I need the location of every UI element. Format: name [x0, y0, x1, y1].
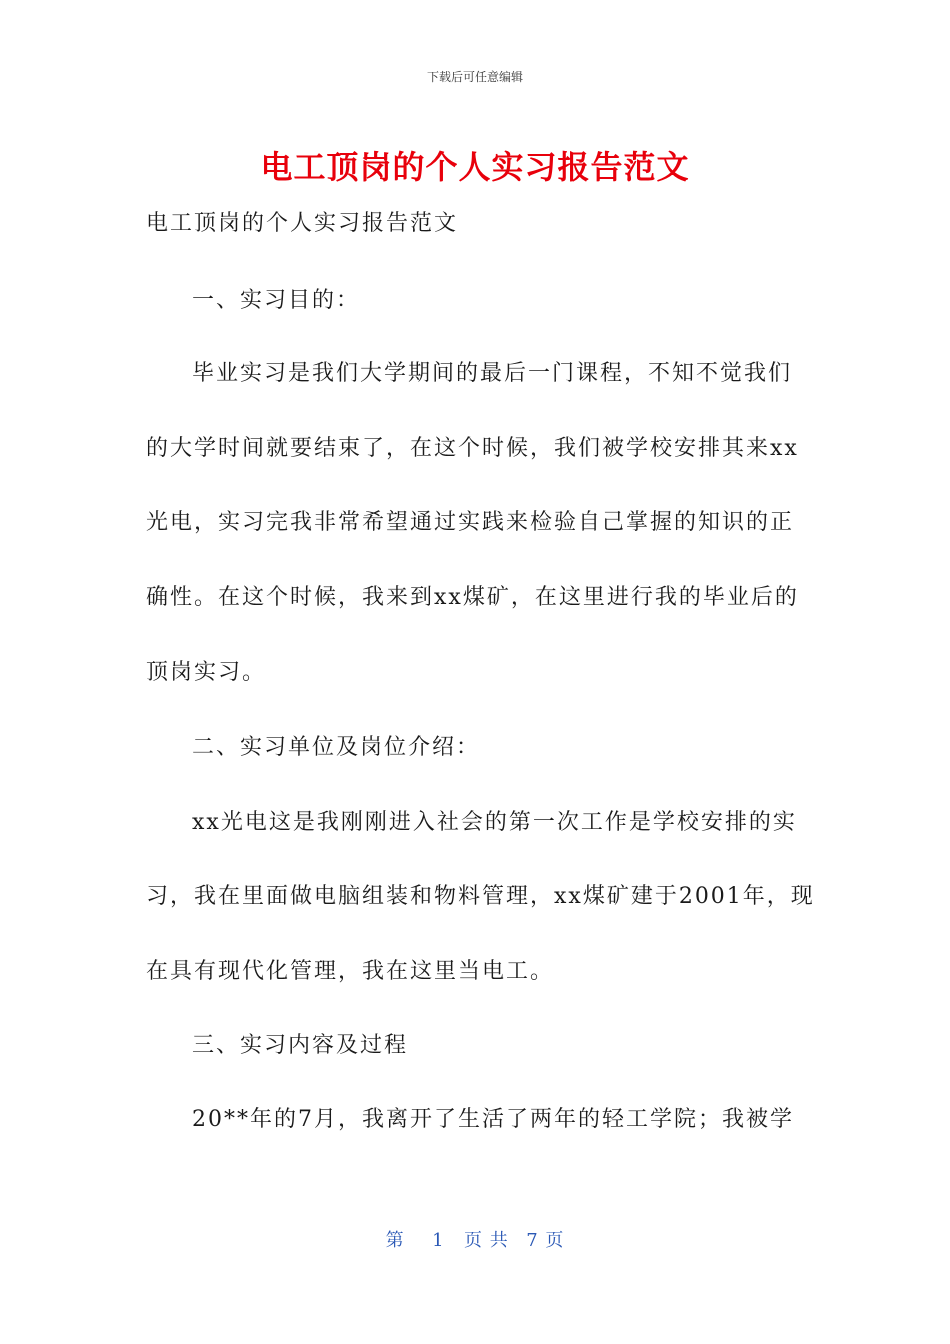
footer-total-pages: 7 — [526, 1230, 539, 1251]
footer-current-page: 1 — [432, 1230, 445, 1251]
doc-line: 在具有现代化管理，我在这里当电工。 — [146, 959, 555, 984]
doc-line: 光电，实习完我非常希望通过实践来检验自己掌握的知识的正 — [146, 510, 795, 535]
doc-line: 毕业实习是我们大学期间的最后一门课程，不知不觉我们 — [192, 361, 793, 386]
page-header-note: 下载后可任意编辑 — [426, 70, 523, 84]
doc-line: 习，我在里面做电脑组装和物料管理，xx煤矿建于2001年，现 — [146, 884, 815, 909]
section-heading: 二、实习单位及岗位介绍： — [192, 735, 481, 760]
doc-line: 确性。在这个时候，我来到xx煤矿，在这里进行我的毕业后的 — [146, 585, 799, 610]
doc-line: 20**年的7月，我离开了生活了两年的轻工学院；我被学 — [192, 1107, 794, 1132]
page-number-footer — [0, 1226, 950, 1252]
section-heading: 三、实习内容及过程 — [192, 1033, 409, 1058]
section-heading: 一、实习目的： — [192, 288, 361, 313]
doc-line: 顶岗实习。 — [146, 660, 267, 685]
doc-line: 的大学时间就要结束了，在这个时候，我们被学校安排其来xx — [146, 436, 799, 461]
document-title: 电工顶岗的个人实习报告范文 — [260, 148, 690, 186]
footer-prefix: 第 — [385, 1230, 405, 1251]
doc-line: 电工顶岗的个人实习报告范文 — [146, 211, 459, 236]
doc-line: xx光电这是我刚刚进入社会的第一次工作是学校安排的实 — [192, 810, 797, 835]
footer-suffix: 页 — [545, 1230, 565, 1251]
footer-middle: 页 共 — [464, 1230, 509, 1251]
